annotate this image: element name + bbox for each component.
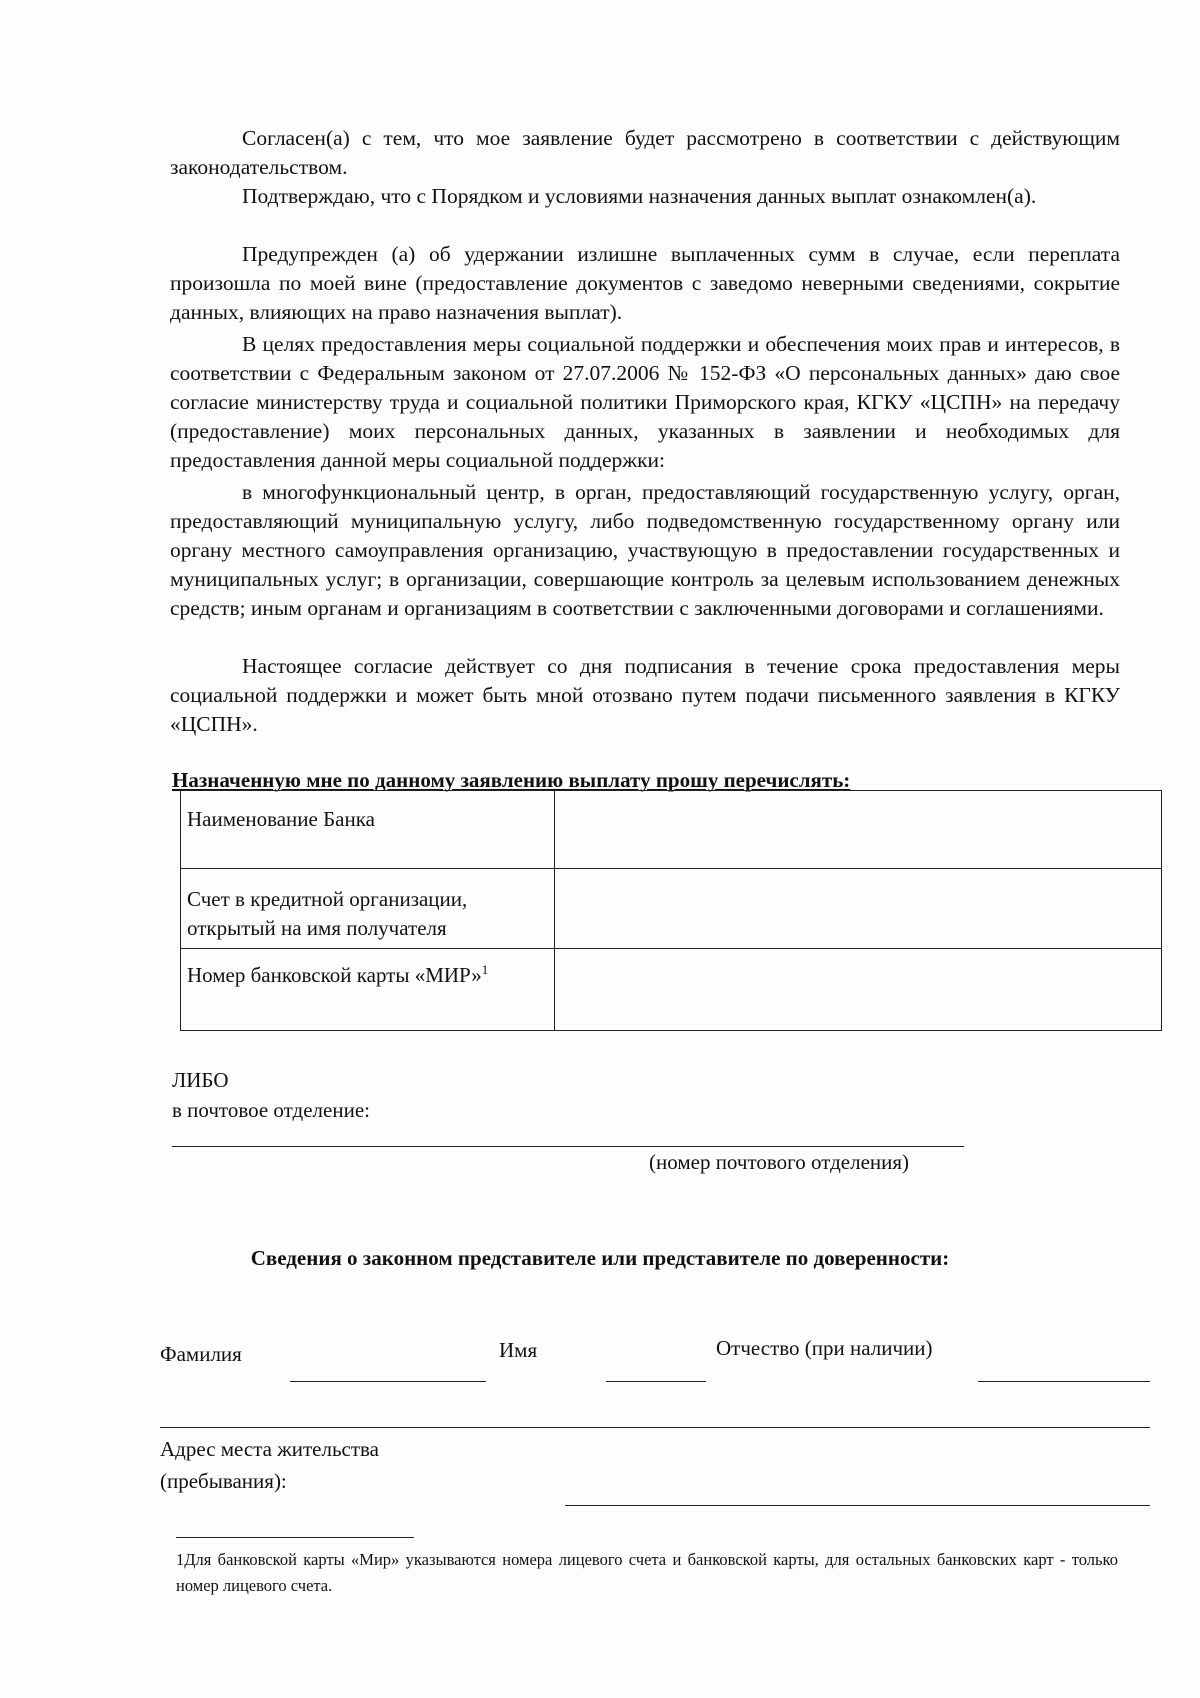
libo-label: ЛИБО [172,1068,229,1092]
paragraph-text: Подтверждаю, что с Порядком и условиями назначения данных выплат ознакомлен(а). [242,184,1037,208]
account-label-line1: Счет в кредитной организации, [187,887,468,911]
paragraph-acknowledgement [170,182,1120,211]
representative-title: Сведения о законном представителе или представителе по доверенности: [250,1246,950,1270]
bank-name-field[interactable] [555,791,1162,869]
paragraph-text: В целях предоставления меры социальной поддержки и обеспечения моих прав и интересов, в соответствии с Федеральным законом от 27.07.2006 № 152-ФЗ «О персональных данных» даю свое согласие министерству труда и социальной политики Приморского края, КГКУ «ЦСПН» на передачу (предоставление) моих персональных данных, указанных в заявлении и необходимых для предоставления данной меры социальной поддержки: [170,332,1120,472]
address-label-line1: Адрес места жительства [160,1437,379,1461]
patronymic-field[interactable] [978,1381,1150,1382]
card-number-label [181,949,555,1031]
paragraph-text: Настоящее согласие действует со дня подписания в течение срока предоставления меры социальной поддержки и может быть мной отозвано путем подачи письменного заявления в КГКУ «ЦСПН». [170,654,1120,736]
card-label-text: Номер банковской карты «МИР» [187,963,482,987]
name-label: Имя [499,1338,538,1362]
footnote-text: 1Для банковской карты «Мир» указываются номера лицевого счета и банковской карты, для остальных банковских карт - только номер лицевого счета. [176,1550,1118,1595]
paragraph-text: Предупрежден (а) об удержании излишне выплаченных сумм в случае, если переплата произошла по моей вине (предоставление документов с заведомо неверными сведениями, сокрытие данных, влияющих на право назначения выплат). [170,242,1120,324]
full-name-line[interactable] [160,1427,1150,1428]
paragraph-text: в многофункциональный центр, в орган, предоставляющий государственную услугу, орган, предоставляющий муниципальную услугу, либо подведомственную государственному органу или органу местного самоуправления организацию, участвующую в предоставлении государственных и муниципальных услуг; в организации, совершающие контроль за целевым использованием денежных средств; иным органам и организациям в соответствии с заключенными договорами и соглашениями. [170,480,1120,620]
patronymic-label: Отчество (при наличии) [716,1336,933,1360]
payment-heading: Назначенную мне по данному заявлению выплату прошу перечислять: [172,768,851,792]
post-office-field[interactable] [172,1146,964,1147]
surname-label: Фамилия [160,1342,242,1366]
card-number-field[interactable] [555,949,1162,1031]
table-row [181,949,1162,1031]
paragraph-agreement [170,124,1120,182]
address-label-line2: (пребывания): [160,1469,287,1493]
account-label-line2: открытый на имя получателя [187,916,447,940]
paragraph-validity [170,652,1120,739]
surname-field[interactable] [290,1381,486,1382]
footnote-marker: 1 [481,962,489,977]
paragraph-recipients [170,478,1120,623]
table-row [181,791,1162,869]
footnote-separator [176,1537,414,1538]
address-field[interactable] [565,1505,1150,1506]
account-label [181,869,555,949]
account-number-field[interactable] [555,869,1162,949]
bank-name-label: Наименование Банка [181,791,555,869]
paragraph-warning [170,240,1120,327]
table-row [181,869,1162,949]
paragraph-personal-data-consent [170,330,1120,475]
paragraph-text: Согласен(а) с тем, что мое заявление будет рассмотрено в соответствии с действующим законодательством. [170,126,1120,179]
post-office-caption: (номер почтового отделения) [649,1150,910,1174]
name-field[interactable] [606,1381,706,1382]
post-office-label: в почтовое отделение: [172,1098,370,1122]
bank-details-table [180,790,1162,1031]
